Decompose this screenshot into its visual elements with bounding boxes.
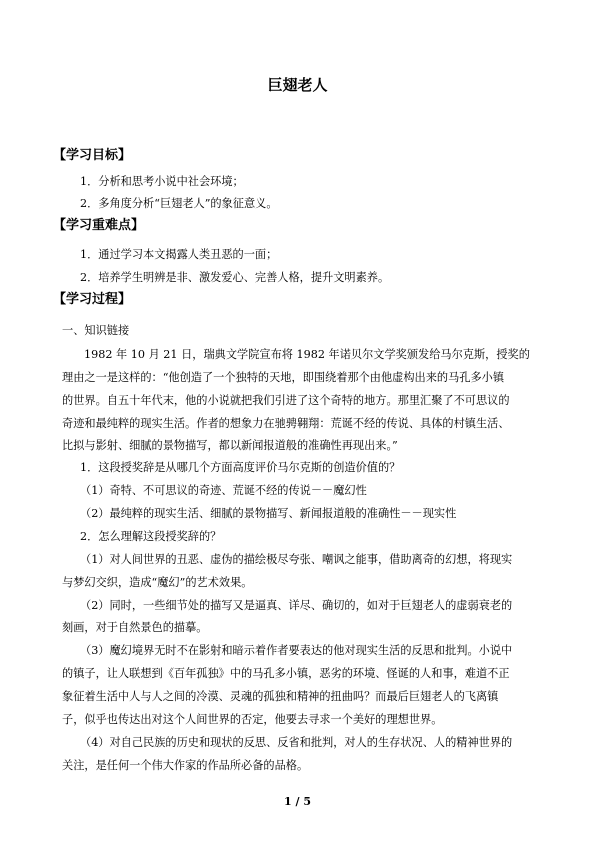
answer-line: （4）对自己民族的历史和现状的反思、反省和批判，对人的生存状况、人的精神世界的 bbox=[80, 736, 513, 749]
answer-line: （3）魔幻境界无时不在影射和暗示着作者要表达的他对现实生活的反思和批判。小说中 bbox=[80, 644, 513, 657]
section-heading-process: 【学习过程】 bbox=[53, 292, 132, 307]
paragraph-line: 1982 年 10 月 21 日，瑞典文学院宣布将 1982 年诺贝尔文学奖颁发给马尔克斯，授奖的 bbox=[84, 348, 530, 361]
goal-item: 1．分析和思考小说中社会环境； bbox=[80, 175, 244, 188]
question-line: 2．怎么理解这段授奖辞的？ bbox=[80, 530, 222, 543]
answer-line: （1）奇特、不可思议的奇迹、荒诞不经的传说－－魔幻性 bbox=[80, 484, 367, 497]
page-title: 巨翅老人 bbox=[267, 76, 328, 94]
paragraph-line: 理由之一是这样的：“他创造了一个独特的天地，即围绕着那个由他虚构出来的马孔多小镇 bbox=[62, 371, 505, 384]
paragraph-line: 奇迹和最纯粹的现实生活。作者的想象力在驰骋翱翔：荒诞不经的传说、具体的村镇生活、 bbox=[62, 417, 510, 430]
answer-line: 子，似乎也传达出对这个人间世界的否定，他要去寻求一个美好的理想世界。 bbox=[62, 713, 443, 726]
answer-line: （2）最纯粹的现实生活、细腻的景物描写、新闻报道般的准确性－－现实性 bbox=[80, 507, 457, 520]
section-heading-goals: 【学习目标】 bbox=[53, 148, 132, 163]
answer-line: 象征着生活中人与人之间的冷漠、灵魂的孤独和精神的扭曲吗？而最后巨翅老人的飞离镇 bbox=[62, 690, 499, 703]
paragraph-line: 比拟与影射、细腻的景物描写，都以新闻报道般的准确性再现出来。” bbox=[62, 439, 398, 452]
answer-line: 与梦幻交织，造成“魔幻”的艺术效果。 bbox=[62, 576, 253, 589]
answer-line: 的镇子，让人联想到《百年孤独》中的马孔多小镇，恶劣的环境、怪诞的人和事，难道不正 bbox=[62, 667, 510, 680]
goal-item: 2．多角度分析“巨翅老人”的象征意义。 bbox=[80, 197, 278, 210]
paragraph-line: 的世界。自五十年代末，他的小说就把我们引进了这个奇特的地方。那里汇聚了不可思议的 bbox=[62, 394, 510, 407]
sub-heading: 一、知识链接 bbox=[62, 324, 130, 337]
answer-line: （1）对人间世界的丑恶、虚伪的描绘极尽夸张、嘲讽之能事，借助离奇的幻想，将现实 bbox=[80, 553, 513, 566]
answer-line: 刻画，对于自然景色的描摹。 bbox=[62, 621, 208, 634]
key-point-item: 1．通过学习本文揭露人类丑恶的一面； bbox=[80, 248, 278, 261]
key-point-item: 2．培养学生明辨是非、激发爱心、完善人格，提升文明素养。 bbox=[80, 271, 390, 284]
page-number: 1 / 5 bbox=[284, 795, 311, 808]
answer-line: 关注，是任何一个伟大作家的作品所必备的品格。 bbox=[62, 759, 309, 772]
section-heading-key-points: 【学习重难点】 bbox=[53, 218, 145, 233]
question-line: 1．这段授奖辞是从哪几个方面高度评价马尔克斯的创造价值的？ bbox=[80, 461, 401, 474]
answer-line: （2）同时，一些细节处的描写又是逼真、详尽、确切的，如对于巨翅老人的虚弱衰老的 bbox=[80, 599, 513, 612]
